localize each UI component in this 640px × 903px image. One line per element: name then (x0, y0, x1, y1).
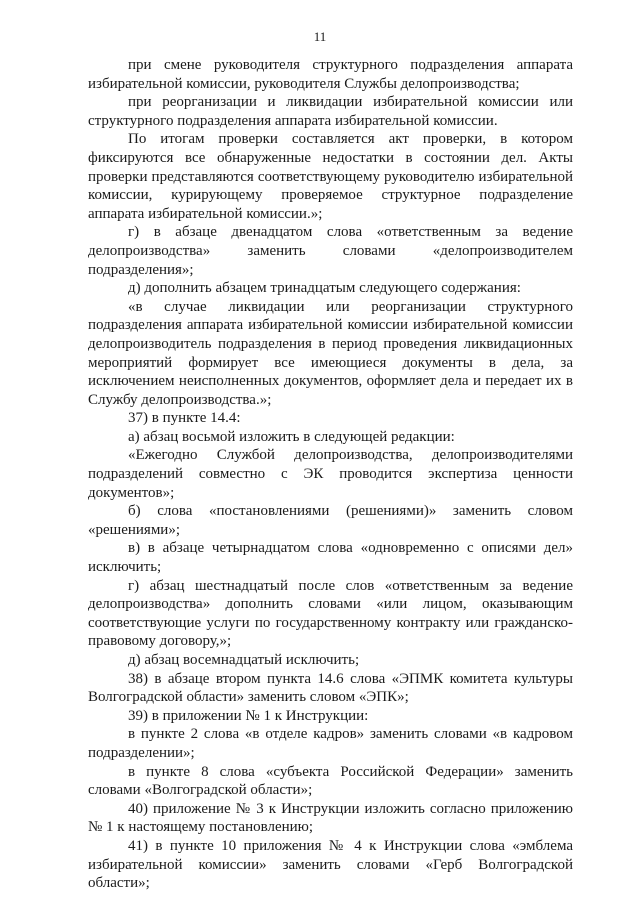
paragraph-6: «в случае ликвидации или реорганизации структурного подразделения аппарата избирательной комиссии избирательной комиссии делопроизводитель подразделения в период проведения ликвидационных мероприятий формирует все имеющиеся документы в дела, за исключением неисполненных документов, оформляет дела и передает их в Службу делопроизводства.»; (88, 298, 573, 408)
page-number: 11 (313, 29, 327, 44)
paragraph-1: при смене руководителя структурного подразделения аппарата избирательной комиссии, руководителя Службы делопроизводства; (88, 57, 573, 92)
paragraph-15: 39) в приложении № 1 к Инструкции: (128, 707, 369, 724)
paragraph-3: По итогам проверки составляется акт проверки, в котором фиксируются все обнаруженные недостатки в состоянии дел. Акты проверки представляются соответствующему руководителю избирательной комиссии, курирующему проверяемое структурное подразделение аппарата избирательной комиссии.»; (88, 131, 573, 222)
paragraph-14: 38) в абзаце втором пункта 14.6 слова «ЭПМК комитета культуры Волгоградской области» заменить словом «ЭПК»; (88, 670, 573, 706)
paragraph-4: г) в абзаце двенадцатом слова «ответственным за ведение делопроизводства» заменить словами «делопроизводителем подразделения»; (88, 224, 573, 278)
paragraph-16: в пункте 2 слова «в отделе кадров» заменить словами «в кадровом подразделении»; (88, 726, 573, 761)
paragraph-11: в) в абзаце четырнадцатом слова «одновременно с описями дел» исключить; (88, 540, 573, 576)
paragraph-5: д) дополнить абзацем тринадцатым следующего содержания: (128, 280, 521, 297)
paragraph-18: 40) приложение № 3 к Инструкции изложить согласно приложению № 1 к настоящему постановлению; (88, 800, 573, 836)
paragraph-7: 37) в пункте 14.4: (128, 410, 241, 427)
paragraph-19: 41) в пункте 10 приложения № 4 к Инструкции слова «эмблема избирательной комиссии» заменить словами «Герб Волгоградской области»; (88, 837, 573, 892)
paragraph-13: д) абзац восемнадцатый исключить; (128, 652, 360, 668)
paragraph-10: б) слова «постановлениями (решениями)» заменить словом «решениями»; (88, 503, 573, 538)
paragraph-17: в пункте 8 слова «субъекта Российской Федерации» заменить словами «Волгоградской области»; (88, 763, 573, 799)
document-body (88, 56, 573, 893)
paragraph-8: а) абзац восьмой изложить в следующей редакции: (128, 428, 455, 445)
paragraph-12: г) абзац шестнадцатый после слов «ответственным за ведение делопроизводства» дополнить словами «или лицом, оказывающим соответствующие услуги по государственному контракту или гражданско-правовому договору,»; (88, 577, 573, 650)
paragraph-9: «Ежегодно Службой делопроизводства, делопроизводителями подразделений совместно с ЭК проводится экспертиза ценности документов»; (88, 447, 573, 501)
paragraph-2: при реорганизации и ликвидации избирательной комиссии или структурного подразделения аппарата избирательной комиссии. (88, 94, 573, 129)
